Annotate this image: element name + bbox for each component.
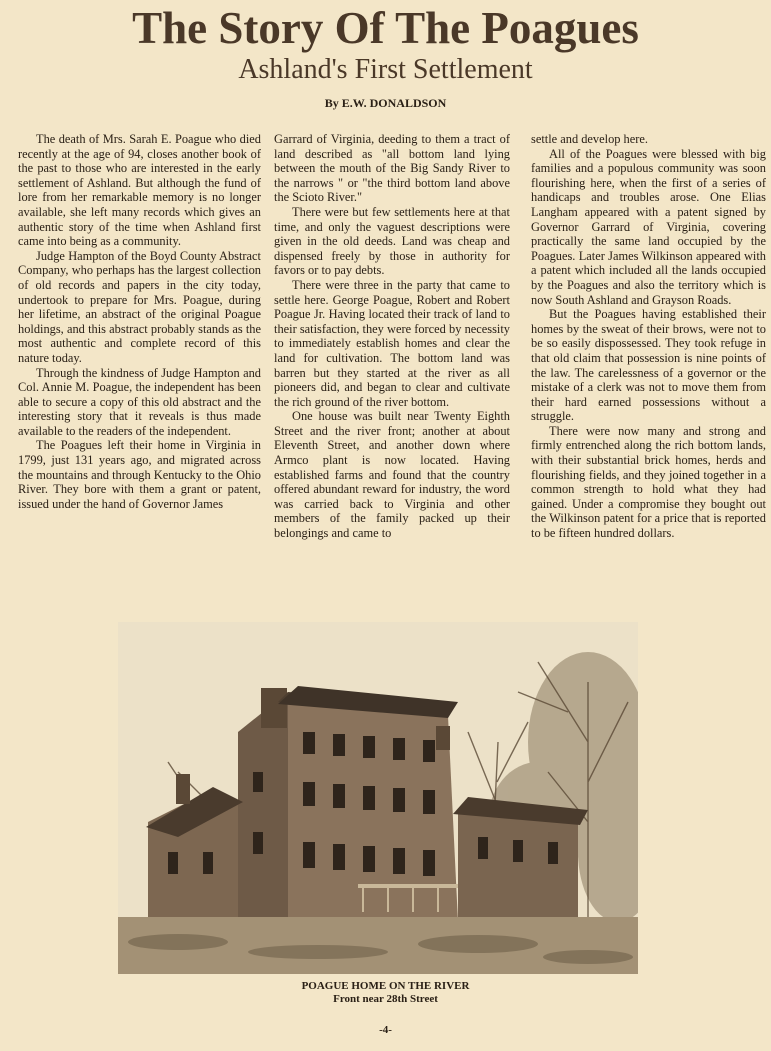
- paragraph: There were three in the party that came to settle here. George Poague, Robert and Robert Poague Jr. Having located their track of land to their satisfaction, they were forced by necessity to immediately establish homes and clear the land for cultivation. The bottom land was barren but they started at the river as all pioneers did, and began to clear and cultivate the rich ground of the river bottom.: [274, 277, 510, 409]
- paragraph: The Poagues left their home in Virginia in 1799, just 131 years ago, and migrated across the mountains and through Kentucky to the Ohio River. They bore with them a grant or patent, issued under the hand of Governor James: [18, 438, 261, 511]
- article-title: The Story Of The Poagues: [132, 3, 639, 53]
- paragraph: The death of Mrs. Sarah E. Poague who died recently at the age of 94, closes another book of the past to those who are interested in the early settlement of Ashland. But although the fund of lore from her remarkable memory is no longer available, she left many records which gives an authentic story of the time when Ashland first came into being as a community.: [18, 132, 261, 249]
- poague-home-illustration: [118, 622, 638, 974]
- article-byline: By E.W. DONALDSON: [324, 96, 447, 110]
- paragraph: There were but few settlements here at that time, and only the vaguest descriptions were given in the old deeds. Land was cheap and dispensed freely by those in authority for favors or to pay debts.: [274, 204, 510, 278]
- article-subtitle: Ashland's First Settlement: [238, 54, 533, 85]
- paragraph: One house was built near Twenty Eighth Street and the river front; another at about Eleventh Street, and another down where Armco plant is now located. Having established farms and found that the country offered abundant reward for industry, the word was carried back to Virginia and other members of the family packed up their belongings and came to: [274, 409, 510, 541]
- photo-caption-title: POAGUE HOME ON THE RIVER: [301, 980, 470, 992]
- paragraph: There were now many and strong and firmly entrenched along the rich bottom lands, with their substantial brick homes, herds and flourishing fields, and they joined together in a common strength to hold what they had gained. Under a compromise they bought out the Wilkinson patent for a price that is reported to be fifteen hundred dollars.: [531, 423, 766, 541]
- house-photograph: [118, 622, 638, 974]
- paragraph: settle and develop here.: [531, 132, 648, 146]
- photo-caption-subtitle: Front near 28th Street: [333, 993, 438, 1005]
- text-column-2: [274, 132, 510, 541]
- text-column-3: [531, 132, 766, 541]
- paragraph: But the Poagues having established their homes by the sweat of their brows, were not to be so easily dispossessed. They took refuge in that old claim that possession is nine points of the law. The carelessness of a governor or the mistake of a clerk was not to move them from their hard earned possessions without a struggle.: [531, 307, 766, 424]
- paragraph: Judge Hampton of the Boyd County Abstract Company, who perhaps has the largest collection of old records and papers in the city today, undertook to prepare for Mrs. Poague, during her lifetime, an abstract of the original Poague holdings, and this abstract probably stands as the most authentic and complete record of this nature today.: [18, 248, 261, 365]
- text-column-1: [18, 132, 261, 511]
- paragraph: Through the kindness of Judge Hampton and Col. Annie M. Poague, the independent has been able to secure a copy of this old abstract and the interesting story that it reveals is thus made available to the readers of the independent.: [18, 365, 261, 438]
- paragraph: Garrard of Virginia, deeding to them a tract of land described as "all bottom land lying between the mouth of the Big Sandy River to the narrows " or "the third bottom land above the Scioto River.": [274, 132, 510, 205]
- page-number: -4-: [379, 1024, 392, 1036]
- paragraph: All of the Poagues were blessed with big families and a populous community was soon flourishing here, when the first of a series of handicaps and troubles arose. One Elias Langham appeared with a patent signed by Governor Garrard of Virginia, covering practically the same land occupied by the Poagues. Later James Wilkinson appeared with a patent which included all the lands occupied by the Poagues and also the territory which is now South Ashland and Grayson Roads.: [531, 146, 766, 307]
